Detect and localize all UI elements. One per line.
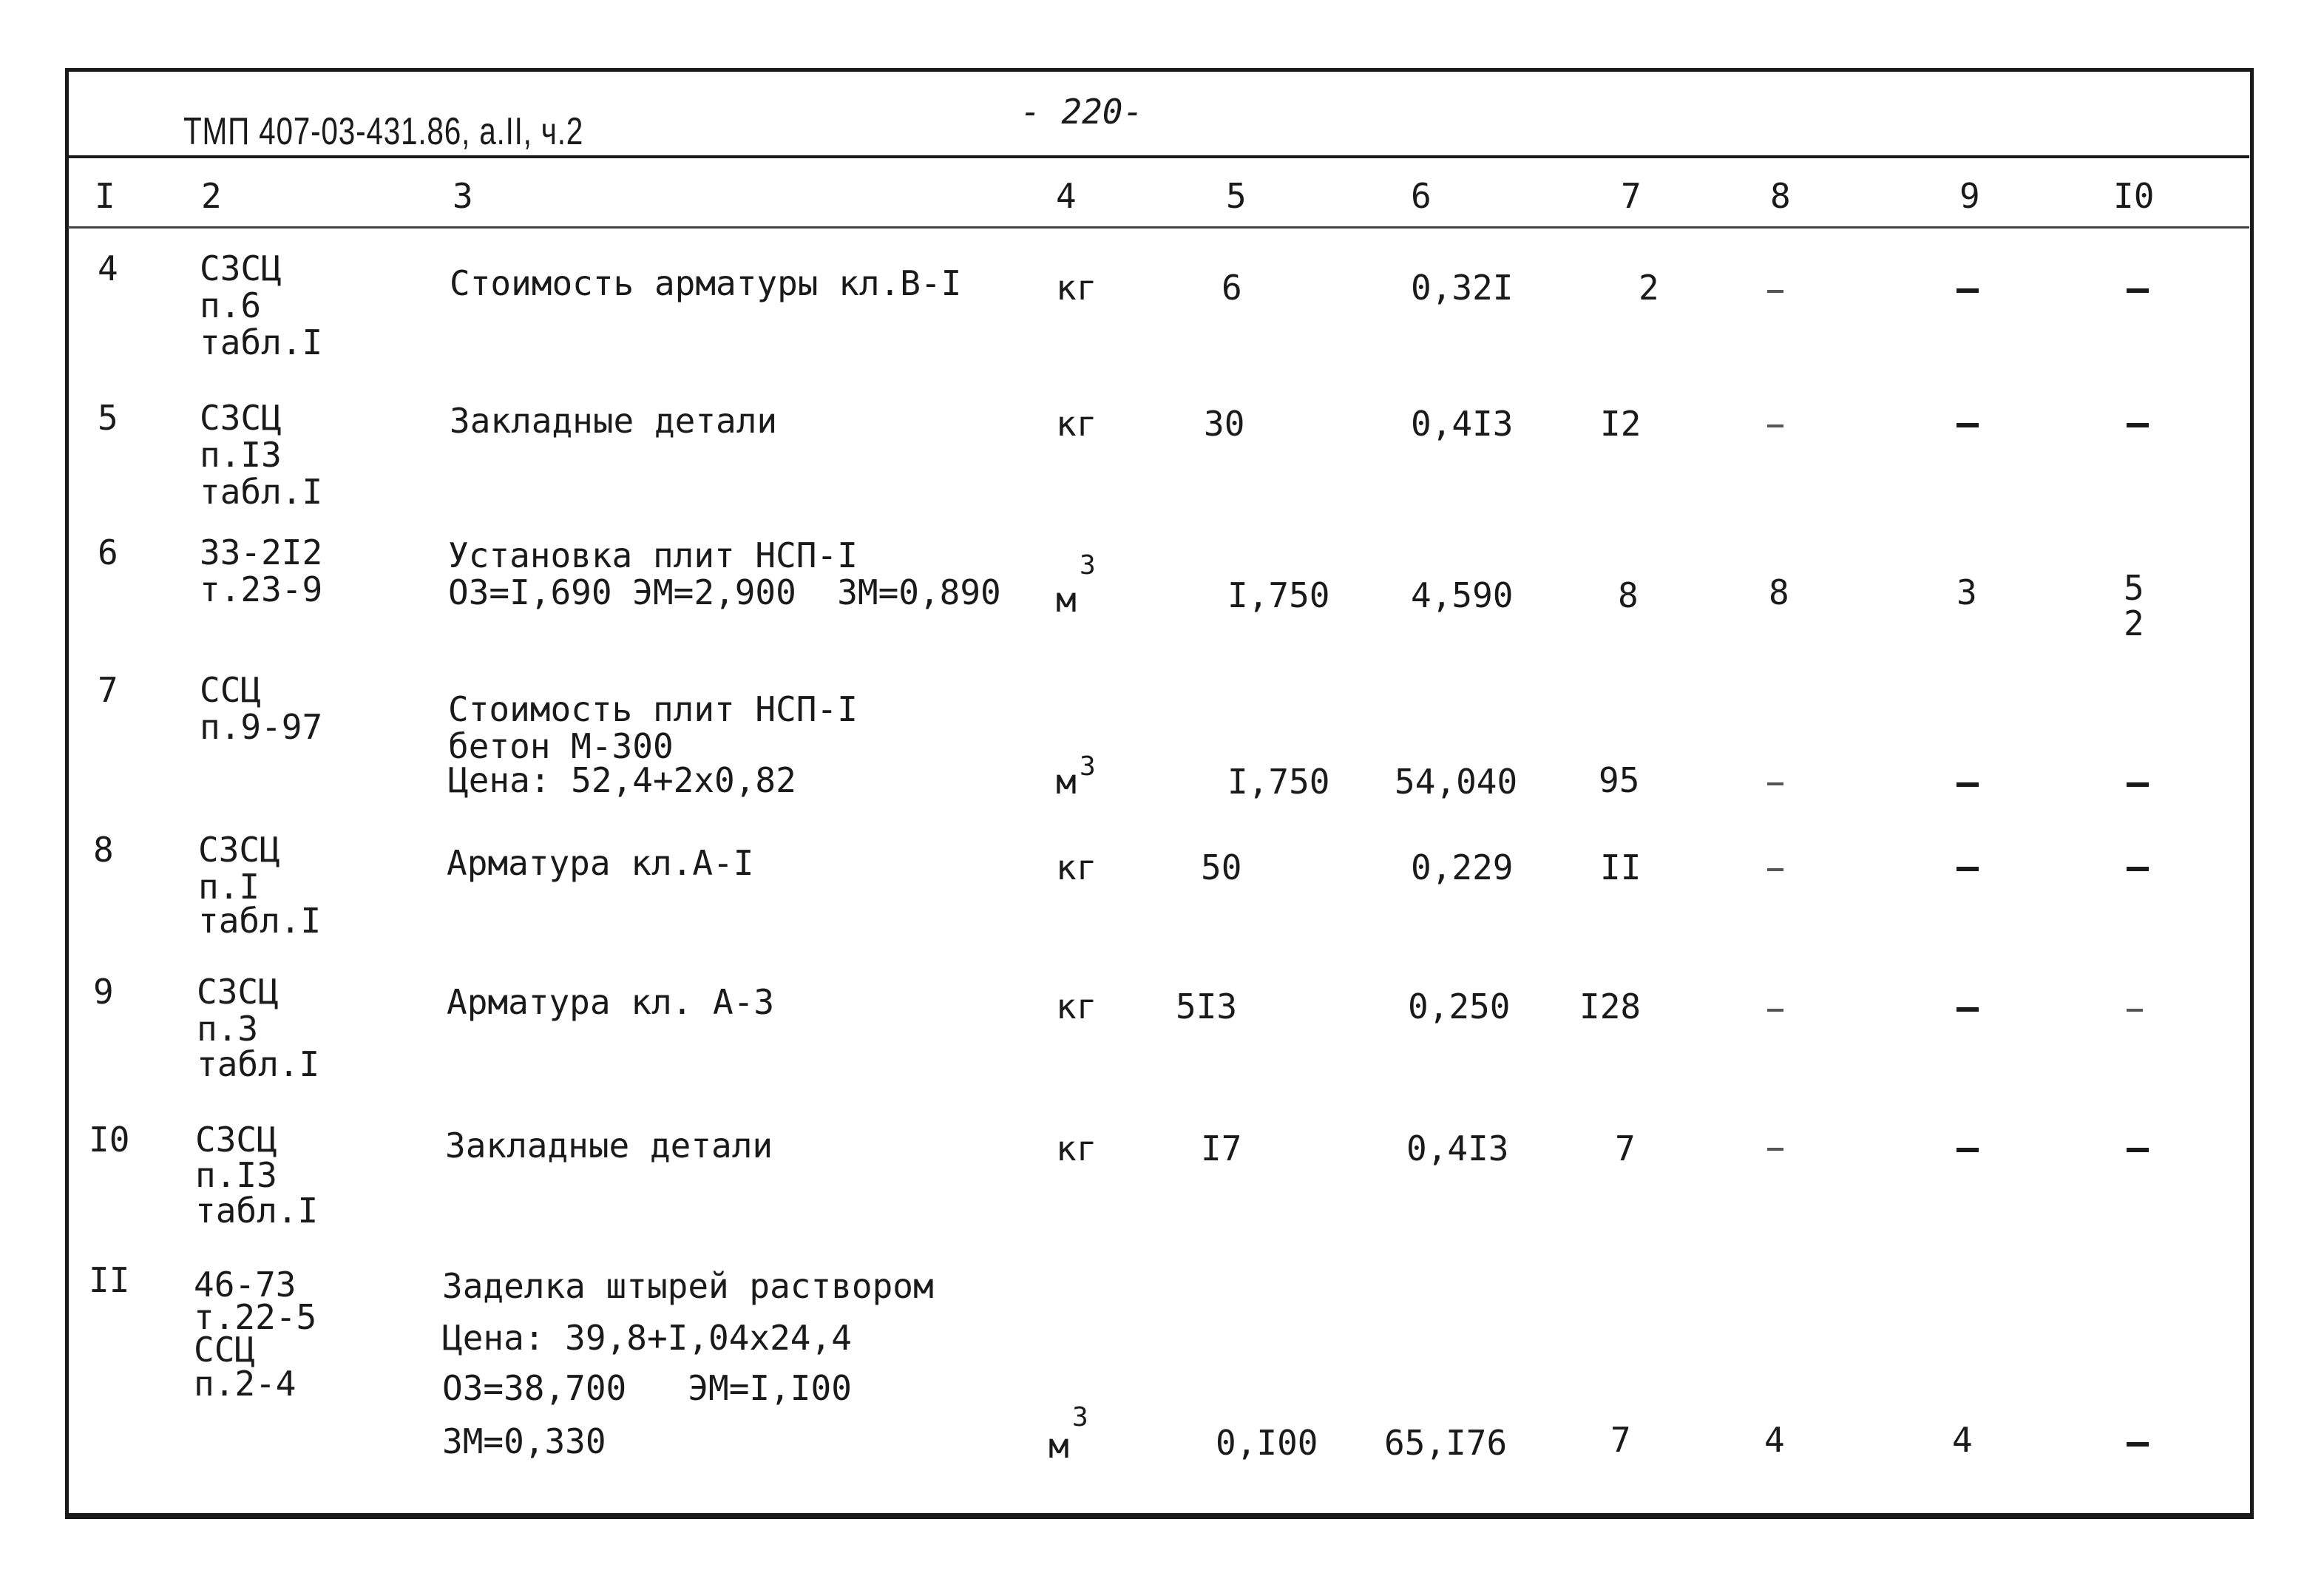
row-col5: 0,I00 bbox=[1216, 1423, 1318, 1463]
row-unit: м bbox=[1056, 762, 1077, 802]
row-col10-dash bbox=[2127, 423, 2149, 427]
row-col6: 65,I76 bbox=[1384, 1423, 1508, 1463]
column-header-5: 5 bbox=[1226, 176, 1247, 216]
row-code-line: СЗСЦ bbox=[200, 398, 282, 438]
row-col7: II bbox=[1600, 848, 1642, 887]
row-code-line: т.22-5 bbox=[194, 1297, 317, 1337]
row-col8-dash bbox=[1767, 1148, 1783, 1151]
row-unit-superscript: 3 bbox=[1072, 1402, 1088, 1432]
row-col9-dash bbox=[1957, 1007, 1979, 1012]
row-col10-dash bbox=[2127, 782, 2149, 787]
column-header-6: 6 bbox=[1411, 176, 1432, 216]
row-description-line: бетон М-300 bbox=[448, 726, 674, 766]
row-col10-dash bbox=[2127, 1148, 2149, 1152]
row-description-line: Установка плит НСП-I bbox=[448, 535, 858, 575]
row-col10-dash bbox=[2127, 1442, 2149, 1447]
row-unit: кг bbox=[1056, 268, 1097, 308]
row-code-line: ССЦ bbox=[194, 1330, 256, 1370]
row-col7: 7 bbox=[1610, 1420, 1631, 1460]
column-header-8: 8 bbox=[1770, 176, 1791, 216]
row-description-line: Заделка штырей раствором bbox=[442, 1266, 934, 1306]
row-description-line: ОЗ=38,700 ЭМ=I,I00 bbox=[442, 1368, 852, 1408]
row-number: 7 bbox=[98, 670, 118, 710]
row-col9: 4 bbox=[1952, 1420, 1973, 1460]
row-code-line: т.23-9 bbox=[200, 569, 323, 609]
row-col5: 5I3 bbox=[1176, 987, 1238, 1026]
row-description-line: Закладные детали bbox=[445, 1126, 773, 1166]
row-code-line: СЗСЦ bbox=[198, 830, 280, 870]
column-header-9: 9 bbox=[1959, 176, 1980, 216]
row-col6: 0,32I bbox=[1411, 268, 1514, 308]
row-description-line: Стоимость плит НСП-I bbox=[448, 689, 858, 729]
row-code-line: п.9-97 bbox=[200, 707, 323, 747]
row-code-line: п.I bbox=[198, 867, 260, 907]
row-col10-dash bbox=[2127, 867, 2149, 871]
row-unit: кг bbox=[1056, 987, 1097, 1026]
row-code-line: табл.I bbox=[197, 1044, 320, 1084]
row-col7: I28 bbox=[1579, 987, 1642, 1026]
row-col7: I2 bbox=[1600, 404, 1642, 444]
row-description-line: Арматура кл. А-3 bbox=[447, 982, 775, 1022]
row-col6: 0,4I3 bbox=[1406, 1129, 1509, 1168]
row-code-line: СЗСЦ bbox=[195, 1120, 277, 1160]
frame-bottom-border bbox=[65, 1513, 2254, 1519]
header-divider bbox=[68, 155, 2249, 158]
row-unit: м bbox=[1048, 1426, 1069, 1466]
row-number: 8 bbox=[93, 830, 114, 870]
row-col7: 7 bbox=[1615, 1129, 1636, 1168]
row-code-line: СЗСЦ bbox=[200, 248, 282, 288]
column-header-3: 3 bbox=[453, 176, 473, 216]
document-code: ТМП 407-03-431.86, а.II, ч.2 bbox=[183, 110, 584, 153]
row-col6: 4,590 bbox=[1411, 575, 1514, 615]
row-col7: 2 bbox=[1639, 268, 1659, 308]
row-col9: 3 bbox=[1957, 572, 1977, 612]
row-number: 9 bbox=[93, 972, 114, 1012]
row-number: 5 bbox=[98, 398, 118, 438]
row-col5: 30 bbox=[1204, 404, 1245, 444]
row-col10-dash bbox=[2127, 288, 2149, 293]
column-header-4: 4 bbox=[1056, 176, 1077, 216]
row-col5: I,750 bbox=[1227, 762, 1330, 802]
row-code-line: 46-73 bbox=[194, 1265, 297, 1305]
row-code-line: СЗСЦ bbox=[197, 972, 279, 1012]
row-code-line: табл.I bbox=[195, 1191, 319, 1231]
row-description-line: Арматура кл.А-I bbox=[447, 843, 754, 883]
row-col5: 50 bbox=[1201, 848, 1242, 887]
row-col8-dash bbox=[1767, 424, 1783, 427]
row-col8-dash bbox=[1767, 290, 1783, 293]
row-code-line: табл.I bbox=[198, 901, 322, 941]
row-col7: 95 bbox=[1599, 760, 1640, 800]
document-frame bbox=[65, 68, 2254, 1519]
row-number: 4 bbox=[98, 248, 118, 288]
row-code-line: ССЦ bbox=[200, 670, 262, 710]
row-col6: 0,229 bbox=[1411, 848, 1514, 887]
row-col7: 8 bbox=[1618, 575, 1639, 615]
row-col5: I7 bbox=[1201, 1129, 1242, 1168]
row-code-line: п.3 bbox=[197, 1009, 259, 1049]
row-unit: кг bbox=[1056, 848, 1097, 887]
column-header-divider bbox=[68, 226, 2249, 229]
row-code-line: табл.I bbox=[200, 472, 323, 512]
page-number: - 220- bbox=[1020, 92, 1144, 132]
row-description-line: ОЗ=I,690 ЭМ=2,900 ЗМ=0,890 bbox=[448, 572, 1001, 612]
row-col6: 0,4I3 bbox=[1411, 404, 1514, 444]
row-col8-dash bbox=[1767, 782, 1783, 785]
column-header-1: I bbox=[95, 176, 115, 216]
row-col8: 4 bbox=[1764, 1420, 1785, 1460]
row-col9-dash bbox=[1957, 1148, 1979, 1152]
row-code-line: п.I3 bbox=[200, 435, 282, 475]
row-col5: I,750 bbox=[1227, 575, 1330, 615]
row-code-line: п.2-4 bbox=[194, 1364, 297, 1404]
row-col9-dash bbox=[1957, 867, 1979, 871]
row-number: II bbox=[89, 1260, 130, 1300]
row-unit-superscript: 3 bbox=[1080, 751, 1096, 782]
column-header-7: 7 bbox=[1621, 176, 1642, 216]
row-unit-superscript: 3 bbox=[1080, 550, 1096, 581]
row-description-line: Цена: 52,4+2х0,82 bbox=[448, 760, 796, 800]
column-header-10: I0 bbox=[2113, 176, 2155, 216]
row-unit: м bbox=[1056, 580, 1077, 620]
row-code-line: табл.I bbox=[200, 322, 323, 362]
row-description-line: ЗМ=0,330 bbox=[442, 1421, 606, 1461]
row-number: I0 bbox=[89, 1120, 130, 1160]
row-number: 6 bbox=[98, 532, 118, 572]
row-unit: кг bbox=[1056, 1129, 1097, 1168]
column-header-2: 2 bbox=[201, 176, 222, 216]
row-code-line: п.6 bbox=[200, 285, 262, 325]
row-col6: 54,040 bbox=[1395, 762, 1518, 802]
row-col5: 6 bbox=[1222, 268, 1242, 308]
row-col8-dash bbox=[1767, 868, 1783, 871]
row-unit: кг bbox=[1056, 404, 1097, 444]
row-col9-dash bbox=[1957, 288, 1979, 293]
row-description-line: Цена: 39,8+I,04х24,4 bbox=[442, 1318, 852, 1358]
row-col9-dash bbox=[1957, 423, 1979, 427]
row-description-line: Закладные детали bbox=[450, 401, 778, 441]
row-description-line: Стоимость арматуры кл.В-I bbox=[450, 263, 962, 303]
row-code-line: п.I3 bbox=[195, 1155, 277, 1195]
row-col9-dash bbox=[1957, 782, 1979, 787]
row-col10-line: 2 bbox=[2124, 603, 2144, 643]
row-col10-line: 5 bbox=[2124, 568, 2144, 608]
row-col8: 8 bbox=[1769, 572, 1789, 612]
row-col10-dash bbox=[2127, 1009, 2143, 1012]
row-col6: 0,250 bbox=[1408, 987, 1511, 1026]
row-col8-dash bbox=[1767, 1009, 1783, 1012]
row-code-line: 33-2I2 bbox=[200, 532, 323, 572]
